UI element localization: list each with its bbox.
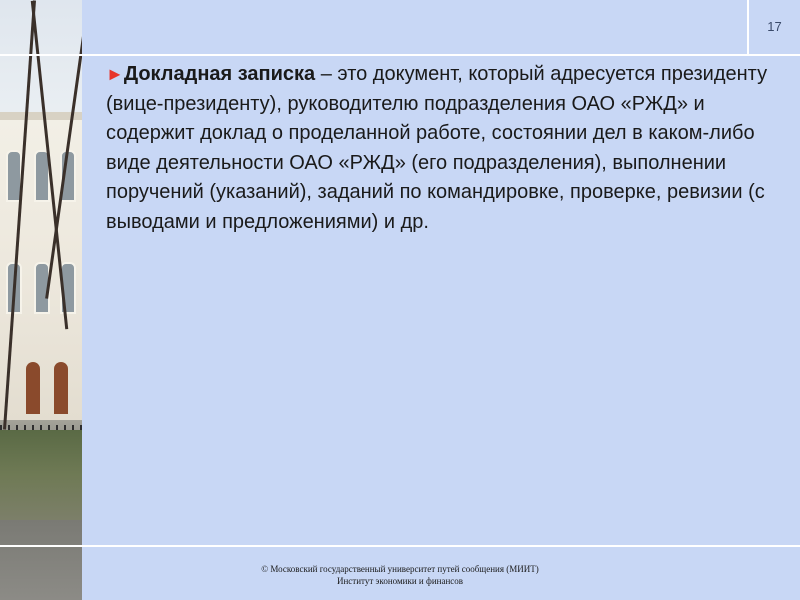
photo-lawn <box>0 430 82 520</box>
page-number: 17 <box>767 19 782 34</box>
photo-walkway <box>0 520 82 600</box>
top-divider <box>0 54 800 56</box>
defined-term: Докладная записка <box>123 63 316 85</box>
slide-body-text <box>106 60 776 237</box>
building-photo <box>0 0 82 600</box>
bottom-divider <box>0 545 800 547</box>
bullet-arrow-icon: ► <box>106 64 124 84</box>
photo-door <box>54 362 68 414</box>
footer-copyright: © Московский государственный университет путей сообщения (МИИТ) <box>261 564 539 574</box>
term-definition: – это документ, который адресуется президенту (вице-президенту), руководителю подразделения ОАО «РЖД» и содержит доклад о проделанной работе, состоянии дел в каком-либо виде деятельности ОАО «РЖД» (его подразделения), выполнении поручений (указаний), заданий по командировке, проверке, ревизии (с выводами и предложениями) и др. <box>106 63 768 233</box>
photo-door <box>26 362 40 414</box>
footer-institute: Институт экономики и финансов <box>336 576 464 586</box>
footer <box>82 563 718 587</box>
